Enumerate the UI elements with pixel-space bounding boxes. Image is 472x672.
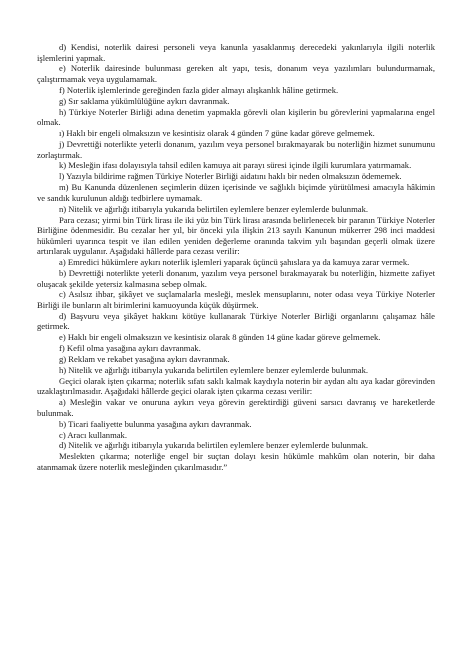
paragraph-g-reklam: g) Reklam ve rekabet yasağına aykırı davranmak. <box>59 354 230 365</box>
paragraph-g-sir-saklama: g) Sır saklama yükümlülüğüne aykırı davranmak. <box>59 95 230 106</box>
paragraph-d-benzer: d) Nitelik ve ağırlığı itibarıyla yukarıda belirtilen eylemlere benzer eylemlerde bulunmak. <box>59 440 369 451</box>
paragraph-meslekten-cikarma: Meslekten çıkarma; noterliğe engel bir suçtan dolayı kesin hükümle mahkûm olan noterin, bir daha atanmamak üzere noterlik mesleğinden çıkarılmasıdır.” <box>37 451 435 472</box>
paragraph-h-benzer: h) Nitelik ve ağırlığı itibarıyla yukarıda belirtilen eylemlere benzer eylemlerde bulunmak. <box>59 364 369 375</box>
paragraph-f-kefil: f) Kefil olma yasağına aykırı davranmak. <box>59 343 201 354</box>
paragraph-i-gorev-4-7: ı) Haklı bir engeli olmaksızın ve kesintisiz olarak 4 günden 7 güne kadar göreve gelmemek. <box>59 128 375 139</box>
paragraph-k-kamu-parasi: k) Mesleğin ifası dolayısıyla tahsil edilen kamuya ait parayı süresi içinde ilgili kurumlara yatırmamak. <box>59 160 412 171</box>
paragraph-c-asilsiz-ihbar: c) Asılsız ihbar, şikâyet ve suçlamalarla mesleği, meslek mensuplarını, noter odası veya Türkiye Noterler Birliği ile bunların alt birimlerini kamuoyunda küçük düşürmek. <box>37 289 435 310</box>
paragraph-f-fazla-gider: f) Noterlik işlemlerinde gereğinden fazla gider almayı alışkanlık hâline getirmek. <box>59 84 339 95</box>
paragraph-b-ticari: b) Ticari faaliyette bulunma yasağına aykırı davranmak. <box>59 418 252 429</box>
paragraph-e-alt-yapi: e) Noterlik dairesinde bulunması gereken alt yapı, tesis, donanım veya yazılımları bulundurmamak, çalıştırmamak veya uygulamamak. <box>37 63 435 84</box>
paragraph-a-vakar: a) Mesleğin vakar ve onuruna aykırı veya görevin gerektirdiği güveni sarsıcı davranış ve hareketlerde bulunmak. <box>37 397 435 418</box>
paragraph-para-cezasi: Para cezası; yirmi bin Türk lirası ile iki yüz bin Türk lirası arasında belirlenecek bir paranın Türkiye Noterler Birliğine ödenmesidir. Bu cezalar her yıl, bir önceki yıla ilişkin 213 sayılı Kanunun mükerrer 298 inci maddesi hükümleri uyarınca tespit ve ilan edilen yeniden değerleme oranında takvim yılı başından geçerli olmak üzere artırılarak uygulanır. Aşağıdaki hâllerde para cezası verilir: <box>37 214 435 257</box>
paragraph-gecici-isten-cikarma: Geçici olarak işten çıkarma; noterlik sıfatı saklı kalmak kaydıyla noterin bir aydan altı aya kadar görevinden uzaklaştırılmasıdır. Aşağıdaki hâllerde geçici olarak işten çıkarma cezası verilir: <box>37 375 435 397</box>
paragraph-d-kendisi: d) Kendisi, noterlik dairesi personeli veya kanunla yasaklanmış derecedeki yakınlarıyla ilgili noterlik işlemlerini yapmak. <box>37 42 435 63</box>
paragraph-e-gorev-8-14: e) Haklı bir engeli olmaksızın ve kesintisiz olarak 8 günden 14 güne kadar göreve gelmemek. <box>59 332 381 343</box>
paragraph-b-devir: b) Devrettiği noterlikte yeterli donanım, yazılım veya personel bırakmayarak bu noterliğin, hizmette zafiyet oluşacak şekilde yetersiz kalmasına sebep olmak. <box>37 267 435 289</box>
paragraph-l-aidat: l) Yazıyla bildirime rağmen Türkiye Noterler Birliği aidatını haklı bir neden olmaksızın ödememek. <box>59 171 402 182</box>
paragraph-a-emredici: a) Emredici hükümlere aykırı noterlik işlemleri yaparak üçüncü şahıslara ya da kamuya zarar vermek. <box>59 257 410 268</box>
paragraph-n-benzer: n) Nitelik ve ağırlığı itibarıyla yukarıda belirtilen eylemlere benzer eylemlerde bulunmak. <box>59 203 369 214</box>
paragraph-h-denetim: h) Türkiye Noterler Birliği adına denetim yapmakla görevli olan kişilerin bu görevlerini yapmalarına engel olmak. <box>37 106 435 128</box>
paragraph-j-devir: j) Devrettiği noterlikte yeterli donanım, yazılım veya personel bırakmayarak bu noterliğin hizmet sunumunu zorlaştırmak. <box>37 138 435 160</box>
paragraph-d-basvuru: d) Başvuru veya şikâyet hakkını kötüye kullanarak Türkiye Noterler Birliği organlarını çalışamaz hâle getirmek. <box>37 310 435 332</box>
paragraph-m-secim: m) Bu Kanunda düzenlenen seçimlerin düzen içerisinde ve sağlıklı biçimde yürütülmesi amacıyla hâkimin ve sandık kurulunun aldığı tedbirlere uymamak. <box>37 182 435 203</box>
paragraph-c-araci: c) Aracı kullanmak. <box>59 429 128 440</box>
